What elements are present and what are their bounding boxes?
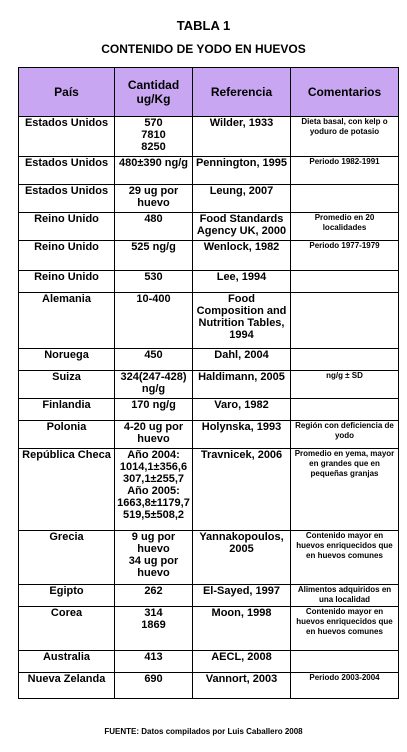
table-row: [19, 185, 399, 213]
table-row: [19, 607, 399, 651]
cell-comentarios: [291, 399, 399, 421]
cell-referencia: Pennington, 1995: [193, 157, 291, 185]
table-row: [19, 241, 399, 271]
table-row: [19, 585, 399, 607]
cell-cantidad: [115, 371, 193, 399]
table-row: [19, 349, 399, 371]
cell-comentarios: Periodo 2003-2004: [291, 673, 399, 699]
table-row: [19, 271, 399, 293]
cell-referencia: Varo, 1982: [193, 399, 291, 421]
cell-cantidad: [115, 213, 193, 241]
cell-comentarios: Región con deficiencia de yodo: [291, 421, 399, 449]
table-row: [19, 651, 399, 673]
header-pais: País: [19, 68, 115, 117]
cantidad-line: 8250: [141, 141, 166, 153]
cantidad-line: 480: [144, 213, 163, 225]
cell-referencia: Travnicek, 2006: [193, 449, 291, 531]
cantidad-line: 10-400: [136, 293, 171, 305]
cell-pais: Alemania: [19, 293, 115, 349]
cell-cantidad: [115, 585, 193, 607]
cantidad-line: 314: [144, 607, 163, 619]
cell-cantidad: [115, 349, 193, 371]
cell-cantidad: [115, 271, 193, 293]
cell-cantidad: [115, 531, 193, 585]
table-body: [19, 117, 399, 699]
cantidad-line: 480±390 ng/g: [118, 157, 188, 169]
cell-comentarios: [291, 651, 399, 673]
cantidad-line: 525 ng/g: [131, 241, 176, 253]
cantidad-line: Año 2005:: [127, 485, 180, 497]
table-subtitle: CONTENIDO DE YODO EN HUEVOS: [101, 42, 306, 56]
cell-comentarios: [291, 293, 399, 349]
cell-referencia: Wenlock, 1982: [193, 241, 291, 271]
cell-comentarios: Promedio en yema, mayor en grandes que en pequeñas granjas: [291, 449, 399, 531]
cell-comentarios: Contenido mayor en huevos enriquecidos que en huevos comunes: [291, 607, 399, 651]
cantidad-line: 570: [144, 117, 163, 129]
cell-pais: Finlandia: [19, 399, 115, 421]
cantidad-line: 307,1±255,7: [122, 473, 185, 485]
iodine-table: [18, 67, 399, 699]
cell-cantidad: [115, 117, 193, 157]
table-row: [19, 157, 399, 185]
table-row: [19, 293, 399, 349]
cell-pais: Estados Unidos: [19, 117, 115, 157]
cell-comentarios: Alimentos adquiridos en una localidad: [291, 585, 399, 607]
cell-pais: Noruega: [19, 349, 115, 371]
cantidad-line: 34 ug por huevo: [128, 555, 179, 579]
cell-referencia: Moon, 1998: [193, 607, 291, 651]
cantidad-line: 7810: [141, 129, 166, 141]
cell-referencia: Holynska, 1993: [193, 421, 291, 449]
cell-comentarios: Periodo 1977-1979: [291, 241, 399, 271]
cell-cantidad: [115, 185, 193, 213]
table-row: [19, 421, 399, 449]
cell-comentarios: [291, 271, 399, 293]
cantidad-line: 29 ug por huevo: [128, 185, 179, 209]
cell-cantidad: [115, 607, 193, 651]
cell-referencia: Yannakopoulos, 2005: [193, 531, 291, 585]
cell-referencia: Food Standards Agency UK, 2000: [193, 213, 291, 241]
cell-comentarios: [291, 349, 399, 371]
cantidad-line: 1869: [141, 619, 166, 631]
cell-cantidad: [115, 673, 193, 699]
cell-comentarios: Dieta basal, con kelp o yoduro de potasio: [291, 117, 399, 157]
header-referencia: Referencia: [193, 68, 291, 117]
cantidad-line: 519,5±508,2: [122, 509, 185, 521]
cell-pais: Reino Unido: [19, 271, 115, 293]
cell-cantidad: [115, 399, 193, 421]
table-row: [19, 531, 399, 585]
cantidad-line: 413: [144, 651, 163, 663]
cantidad-line: 530: [144, 271, 163, 283]
cantidad-line: 4-20 ug por huevo: [123, 421, 184, 445]
table-row: [19, 399, 399, 421]
cantidad-line: 9 ug por huevo: [131, 531, 176, 555]
cell-referencia: Lee, 1994: [193, 271, 291, 293]
header-row: [19, 68, 399, 117]
cell-referencia: Haldimann, 2005: [193, 371, 291, 399]
cell-cantidad: [115, 449, 193, 531]
cell-cantidad: [115, 241, 193, 271]
cell-pais: Australia: [19, 651, 115, 673]
table-row: [19, 673, 399, 699]
cantidad-line: 450: [144, 349, 163, 361]
cell-referencia: Food Composition and Nutrition Tables, 1994: [193, 293, 291, 349]
cell-comentarios: Contenido mayor en huevos enriquecidos que en huevos comunes: [291, 531, 399, 585]
cell-referencia: El-Sayed, 1997: [193, 585, 291, 607]
header-comentarios: Comentarios: [291, 68, 399, 117]
table-row: [19, 449, 399, 531]
cell-cantidad: [115, 421, 193, 449]
cell-cantidad: [115, 293, 193, 349]
cell-cantidad: [115, 651, 193, 673]
cell-pais: República Checa: [19, 449, 115, 531]
cell-pais: Reino Unido: [19, 241, 115, 271]
cell-pais: Estados Unidos: [19, 157, 115, 185]
cell-comentarios: Periodo 1982-1991: [291, 157, 399, 185]
cell-referencia: AECL, 2008: [193, 651, 291, 673]
cantidad-line: 1014,1±356,6: [119, 461, 188, 473]
cantidad-line: 690: [144, 673, 163, 685]
cell-referencia: Leung, 2007: [193, 185, 291, 213]
cell-pais: Corea: [19, 607, 115, 651]
cell-cantidad: [115, 157, 193, 185]
header-cantidad: Cantidad ug/Kg: [115, 68, 193, 117]
cell-pais: Suiza: [19, 371, 115, 399]
cantidad-line: Año 2004:: [127, 449, 180, 461]
table-row: [19, 213, 399, 241]
cell-pais: Egipto: [19, 585, 115, 607]
table-row: [19, 117, 399, 157]
cell-pais: Grecia: [19, 531, 115, 585]
table-row: [19, 371, 399, 399]
cell-pais: Polonia: [19, 421, 115, 449]
cell-referencia: Vannort, 2003: [193, 673, 291, 699]
cell-referencia: Wilder, 1933: [193, 117, 291, 157]
cell-comentarios: [291, 185, 399, 213]
cantidad-line: 324(247-428) ng/g: [120, 371, 187, 395]
cell-comentarios: ng/g ± SD: [291, 371, 399, 399]
cell-pais: Reino Unido: [19, 213, 115, 241]
cantidad-line: 1663,8±1179,7: [117, 497, 190, 509]
cell-comentarios: Promedio en 20 localidades: [291, 213, 399, 241]
cantidad-line: 170 ng/g: [131, 399, 176, 411]
cell-pais: Nueva Zelanda: [19, 673, 115, 699]
source-note: FUENTE: Datos compilados por Luis Caballero 2008: [104, 727, 303, 736]
cell-referencia: Dahl, 2004: [193, 349, 291, 371]
cantidad-line: 262: [144, 585, 163, 597]
table-title: TABLA 1: [176, 18, 231, 33]
cell-pais: Estados Unidos: [19, 185, 115, 213]
